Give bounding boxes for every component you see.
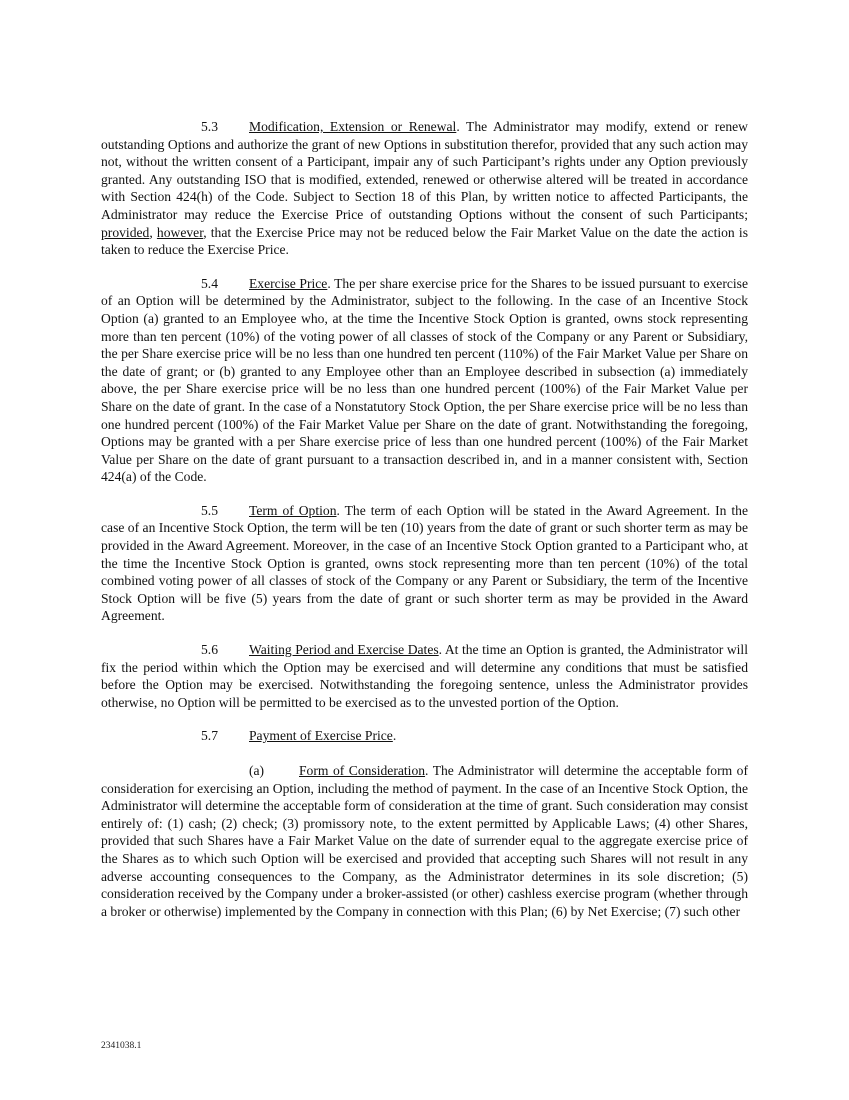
document-body xyxy=(101,118,748,936)
section-5-6 xyxy=(101,641,748,711)
subsection-text: . The Administrator will determine the acceptable form of consideration for exercising an Option, including the method of payment. In the case of an Incentive Stock Option, the Administrator will determine the acceptable form of consideration at the time of grant. Such consideration may consist entirely of: (1) cash; (2) check; (3) promissory note, to the extent permitted by Applicable Laws; (4) other Shares, provided that such Shares have a Fair Market Value on the date of surrender equal to the aggregate exercise price of the Shares as to which such Option will be exercised and provided that accepting such Shares will not result in any adverse accounting consequences to the Company, as the Administrator determines in its sole discretion; (5) consideration received by the Company under a broker-assisted (or other) cashless exercise program (whether through a broker or otherwise) implemented by the Company in connection with this Plan; (6) by Net Exercise; (7) such other xyxy=(101,763,748,919)
section-text: . The Administrator may modify, extend or renew outstanding Options and authorize the grant of new Options in substitution therefor, provided that any such action may not, without the written consent of a Participant, impair any of such Participant’s rights under any Option previously granted. Any outstanding ISO that is modified, extended, renewed or otherwise altered will be treated in accordance with Section 424(h) of the Code. Subject to Section 18 of this Plan, by written notice to affected Participants, the Administrator may reduce the Exercise Price of outstanding Options without the consent of such Participants; xyxy=(101,119,748,222)
section-number: 5.5 xyxy=(201,502,218,518)
however-term: however xyxy=(156,224,204,240)
section-5-5 xyxy=(101,502,748,625)
section-5-7 xyxy=(101,727,748,745)
document-id-footer: 2341038.1 xyxy=(101,1041,142,1051)
subsection-title: Form of Consideration xyxy=(299,763,426,778)
section-number: 5.4 xyxy=(201,275,218,291)
section-5-7-a xyxy=(101,762,748,920)
section-text-continued: , that the Exercise Price may not be reduced below the Fair Market Value on the date the action is taken to reduce the Exercise Price. xyxy=(101,224,748,258)
section-number: 5.6 xyxy=(201,642,218,658)
section-title: Payment of Exercise Price xyxy=(249,728,393,744)
comma: , xyxy=(149,224,157,240)
provided-term: provided xyxy=(101,224,150,240)
section-number: 5.7 xyxy=(201,728,218,744)
section-title: Modification, Extension or Renewal xyxy=(249,119,457,134)
section-title: Term of Option xyxy=(249,502,337,518)
section-5-3 xyxy=(101,118,748,259)
section-period: . xyxy=(392,728,397,744)
section-text: . The term of each Option will be stated in the Award Agreement. In the case of an Incentive Stock Option, the term will be ten (10) years from the date of grant or such shorter term as may be provided in the Award Agreement. Moreover, in the case of an Incentive Stock Option granted to a Participant who, at the time the Incentive Stock Option is granted, owns stock representing more than ten percent (10%) of the total combined voting power of all classes of stock of the Company or any Parent or Subsidiary, the term of the Incentive Stock Option will be five (5) years from the date of grant or such shorter term as may be provided in the Award Agreement. xyxy=(101,502,748,624)
section-text: . The per share exercise price for the Shares to be issued pursuant to exercise of an Option will be determined by the Administrator, subject to the following. In the case of an Incentive Stock Option (a) granted to an Employee who, at the time the Incentive Stock Option is granted, owns stock representing more than ten percent (10%) of the voting power of all classes of stock of the Company or any Parent or Subsidiary, the per Share exercise price will be no less than one hundred ten percent (110%) of the Fair Market Value per Share on the date of grant; or (b) granted to any Employee other than an Employee described in subsection (a) immediately above, the per Share exercise price will be no less than one hundred percent (100%) of the Fair Market Value per Share on the date of grant. In the case of a Nonstatutory Stock Option, the per Share exercise price will be no less than one hundred percent (100%) of the Fair Market Value per Share on the date of grant. Notwithstanding the foregoing, Options may be granted with a per Share exercise price of less than one hundred percent (100%) of the Fair Market Value per Share on the date of grant pursuant to a transaction described in, and in a manner consistent with, Section 424(a) of the Code. xyxy=(101,275,748,485)
section-5-4 xyxy=(101,275,748,486)
section-text: . At the time an Option is granted, the Administrator will fix the period within which the Option may be exercised and will determine any conditions that must be satisfied before the Option may be exercised. Notwithstanding the foregoing sentence, unless the Administrator provides otherwise, no Option will be permitted to be exercised as to the unvested portion of the Option. xyxy=(101,642,748,710)
section-title: Waiting Period and Exercise Dates xyxy=(249,642,439,658)
subsection-number: (a) xyxy=(249,763,265,778)
section-title: Exercise Price xyxy=(249,275,328,291)
section-number: 5.3 xyxy=(201,119,218,134)
